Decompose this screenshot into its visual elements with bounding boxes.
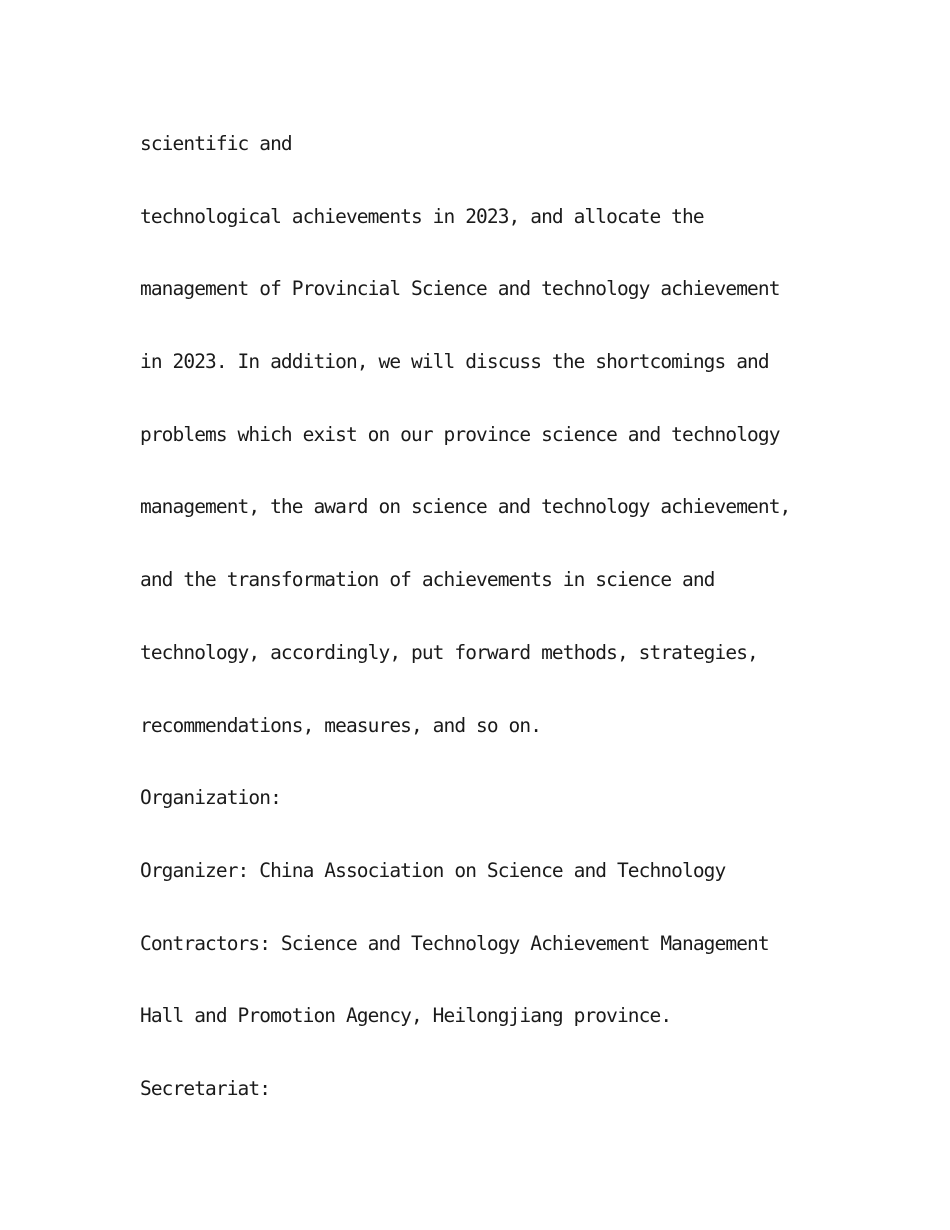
document-body xyxy=(140,126,840,1144)
body-line: technological achievements in 2023, and allocate the xyxy=(140,204,704,228)
section-heading-secretariat: Secretariat: xyxy=(140,1076,271,1100)
contractors-line: Contractors: Science and Technology Achievement Management xyxy=(140,931,769,955)
body-line: technology, accordingly, put forward methods, strategies, xyxy=(140,640,758,664)
body-line: and the transformation of achievements in science and xyxy=(140,568,715,592)
body-line: problems which exist on our province science and technology xyxy=(140,422,780,446)
body-line: management, the award on science and technology achievement, xyxy=(140,495,791,519)
section-heading-organization: Organization: xyxy=(140,786,281,810)
body-line: scientific and xyxy=(140,132,292,155)
body-line: in 2023. In addition, we will discuss the shortcomings and xyxy=(140,350,769,374)
body-line: management of Provincial Science and technology achievement xyxy=(140,277,780,301)
contractors-line-continued: Hall and Promotion Agency, Heilongjiang province. xyxy=(140,1004,672,1028)
body-line: recommendations, measures, and so on. xyxy=(140,713,542,737)
organizer-line: Organizer: China Association on Science and Technology xyxy=(140,858,726,882)
